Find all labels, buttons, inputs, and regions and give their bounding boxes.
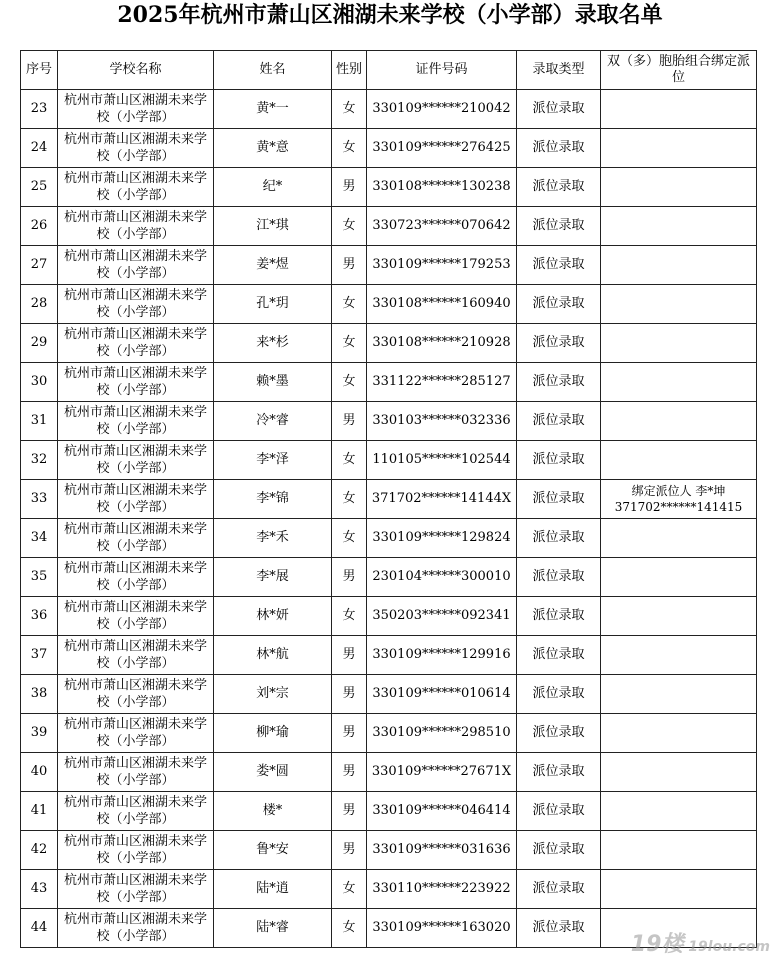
cell-admission-type: 派位录取 bbox=[517, 597, 601, 636]
cell-name: 鲁*安 bbox=[214, 831, 332, 870]
cell-gender: 男 bbox=[332, 168, 367, 207]
cell-gender: 男 bbox=[332, 675, 367, 714]
cell-school: 杭州市萧山区湘湖未来学校（小学部） bbox=[58, 597, 214, 636]
cell-school: 杭州市萧山区湘湖未来学校（小学部） bbox=[58, 753, 214, 792]
cell-school: 杭州市萧山区湘湖未来学校（小学部） bbox=[58, 831, 214, 870]
cell-gender: 男 bbox=[332, 558, 367, 597]
cell-twin-binding bbox=[601, 519, 757, 558]
cell-twin-binding bbox=[601, 363, 757, 402]
cell-gender: 男 bbox=[332, 402, 367, 441]
cell-school: 杭州市萧山区湘湖未来学校（小学部） bbox=[58, 402, 214, 441]
cell-admission-type: 派位录取 bbox=[517, 363, 601, 402]
cell-no: 26 bbox=[21, 207, 58, 246]
cell-id-number: 330108******130238 bbox=[367, 168, 517, 207]
cell-school: 杭州市萧山区湘湖未来学校（小学部） bbox=[58, 207, 214, 246]
cell-name: 姜*煜 bbox=[214, 246, 332, 285]
cell-name: 黄*意 bbox=[214, 129, 332, 168]
cell-gender: 女 bbox=[332, 597, 367, 636]
cell-id-number: 330109******27671X bbox=[367, 753, 517, 792]
cell-twin-binding bbox=[601, 402, 757, 441]
cell-admission-type: 派位录取 bbox=[517, 675, 601, 714]
cell-admission-type: 派位录取 bbox=[517, 558, 601, 597]
cell-name: 李*禾 bbox=[214, 519, 332, 558]
table-row bbox=[21, 870, 757, 909]
cell-school: 杭州市萧山区湘湖未来学校（小学部） bbox=[58, 636, 214, 675]
header-gender: 性别 bbox=[332, 51, 367, 90]
table-row bbox=[21, 675, 757, 714]
cell-school: 杭州市萧山区湘湖未来学校（小学部） bbox=[58, 441, 214, 480]
cell-name: 孔*玥 bbox=[214, 285, 332, 324]
header-twin-binding: 双（多）胞胎组合绑定派位 bbox=[601, 51, 757, 90]
cell-admission-type: 派位录取 bbox=[517, 519, 601, 558]
cell-id-number: 330109******031636 bbox=[367, 831, 517, 870]
cell-admission-type: 派位录取 bbox=[517, 129, 601, 168]
cell-id-number: 230104******300010 bbox=[367, 558, 517, 597]
watermark-main: 19楼 bbox=[630, 932, 684, 957]
cell-twin-binding bbox=[601, 168, 757, 207]
cell-no: 40 bbox=[21, 753, 58, 792]
cell-twin-binding bbox=[601, 792, 757, 831]
cell-gender: 男 bbox=[332, 753, 367, 792]
cell-name: 娄*圆 bbox=[214, 753, 332, 792]
cell-name: 李*展 bbox=[214, 558, 332, 597]
cell-gender: 女 bbox=[332, 129, 367, 168]
cell-twin-binding bbox=[601, 207, 757, 246]
cell-no: 41 bbox=[21, 792, 58, 831]
cell-twin-binding bbox=[601, 753, 757, 792]
cell-school: 杭州市萧山区湘湖未来学校（小学部） bbox=[58, 909, 214, 948]
cell-twin-binding bbox=[601, 441, 757, 480]
cell-name: 陆*睿 bbox=[214, 909, 332, 948]
cell-school: 杭州市萧山区湘湖未来学校（小学部） bbox=[58, 324, 214, 363]
cell-twin-binding bbox=[601, 246, 757, 285]
cell-school: 杭州市萧山区湘湖未来学校（小学部） bbox=[58, 558, 214, 597]
cell-id-number: 330108******210928 bbox=[367, 324, 517, 363]
cell-admission-type: 派位录取 bbox=[517, 246, 601, 285]
header-name: 姓名 bbox=[214, 51, 332, 90]
cell-admission-type: 派位录取 bbox=[517, 636, 601, 675]
table-row bbox=[21, 285, 757, 324]
cell-twin-binding: 绑定派位人 李*坤 371702******141415 bbox=[601, 480, 757, 519]
cell-no: 24 bbox=[21, 129, 58, 168]
cell-no: 43 bbox=[21, 870, 58, 909]
cell-gender: 男 bbox=[332, 714, 367, 753]
cell-name: 黄*一 bbox=[214, 90, 332, 129]
table-row bbox=[21, 558, 757, 597]
cell-gender: 女 bbox=[332, 909, 367, 948]
cell-twin-binding bbox=[601, 285, 757, 324]
cell-gender: 男 bbox=[332, 831, 367, 870]
cell-admission-type: 派位录取 bbox=[517, 285, 601, 324]
cell-school: 杭州市萧山区湘湖未来学校（小学部） bbox=[58, 363, 214, 402]
table-row bbox=[21, 441, 757, 480]
cell-school: 杭州市萧山区湘湖未来学校（小学部） bbox=[58, 792, 214, 831]
cell-id-number: 330110******223922 bbox=[367, 870, 517, 909]
cell-no: 33 bbox=[21, 480, 58, 519]
cell-name: 纪* bbox=[214, 168, 332, 207]
table-row bbox=[21, 90, 757, 129]
cell-admission-type: 派位录取 bbox=[517, 909, 601, 948]
cell-gender: 女 bbox=[332, 441, 367, 480]
cell-school: 杭州市萧山区湘湖未来学校（小学部） bbox=[58, 285, 214, 324]
cell-school: 杭州市萧山区湘湖未来学校（小学部） bbox=[58, 246, 214, 285]
cell-admission-type: 派位录取 bbox=[517, 831, 601, 870]
cell-id-number: 330109******046414 bbox=[367, 792, 517, 831]
cell-gender: 女 bbox=[332, 519, 367, 558]
header-no: 序号 bbox=[21, 51, 58, 90]
cell-name: 冷*睿 bbox=[214, 402, 332, 441]
page-title: 2025年杭州市萧山区湘湖未来学校（小学部）录取名单 bbox=[117, 2, 663, 28]
cell-twin-binding bbox=[601, 714, 757, 753]
cell-school: 杭州市萧山区湘湖未来学校（小学部） bbox=[58, 129, 214, 168]
table-row bbox=[21, 246, 757, 285]
cell-twin-binding bbox=[601, 90, 757, 129]
table-row bbox=[21, 480, 757, 519]
table-row bbox=[21, 363, 757, 402]
table-row bbox=[21, 597, 757, 636]
table-row bbox=[21, 753, 757, 792]
cell-gender: 女 bbox=[332, 90, 367, 129]
table-row bbox=[21, 129, 757, 168]
cell-twin-binding bbox=[601, 831, 757, 870]
cell-id-number: 330108******160940 bbox=[367, 285, 517, 324]
cell-id-number: 371702******14144X bbox=[367, 480, 517, 519]
cell-no: 36 bbox=[21, 597, 58, 636]
cell-no: 39 bbox=[21, 714, 58, 753]
cell-no: 31 bbox=[21, 402, 58, 441]
cell-no: 29 bbox=[21, 324, 58, 363]
cell-gender: 男 bbox=[332, 636, 367, 675]
cell-twin-binding bbox=[601, 558, 757, 597]
cell-id-number: 330109******129824 bbox=[367, 519, 517, 558]
cell-no: 32 bbox=[21, 441, 58, 480]
cell-name: 林*妍 bbox=[214, 597, 332, 636]
table-row bbox=[21, 168, 757, 207]
cell-school: 杭州市萧山区湘湖未来学校（小学部） bbox=[58, 675, 214, 714]
cell-name: 刘*宗 bbox=[214, 675, 332, 714]
cell-no: 28 bbox=[21, 285, 58, 324]
cell-admission-type: 派位录取 bbox=[517, 792, 601, 831]
header-school: 学校名称 bbox=[58, 51, 214, 90]
cell-gender: 女 bbox=[332, 207, 367, 246]
cell-no: 37 bbox=[21, 636, 58, 675]
cell-id-number: 350203******092341 bbox=[367, 597, 517, 636]
cell-id-number: 330109******179253 bbox=[367, 246, 517, 285]
cell-no: 25 bbox=[21, 168, 58, 207]
cell-twin-binding bbox=[601, 324, 757, 363]
watermark-logo bbox=[631, 927, 770, 958]
cell-admission-type: 派位录取 bbox=[517, 168, 601, 207]
cell-no: 23 bbox=[21, 90, 58, 129]
cell-no: 42 bbox=[21, 831, 58, 870]
cell-admission-type: 派位录取 bbox=[517, 714, 601, 753]
cell-gender: 男 bbox=[332, 792, 367, 831]
cell-id-number: 330109******298510 bbox=[367, 714, 517, 753]
cell-gender: 女 bbox=[332, 870, 367, 909]
cell-id-number: 330109******129916 bbox=[367, 636, 517, 675]
cell-school: 杭州市萧山区湘湖未来学校（小学部） bbox=[58, 480, 214, 519]
table-row bbox=[21, 831, 757, 870]
cell-id-number: 330109******276425 bbox=[367, 129, 517, 168]
cell-id-number: 331122******285127 bbox=[367, 363, 517, 402]
cell-no: 38 bbox=[21, 675, 58, 714]
table-row bbox=[21, 714, 757, 753]
watermark-sub: 19lou.com bbox=[688, 939, 770, 955]
cell-id-number: 330723******070642 bbox=[367, 207, 517, 246]
cell-gender: 女 bbox=[332, 363, 367, 402]
table-row bbox=[21, 207, 757, 246]
cell-name: 李*锦 bbox=[214, 480, 332, 519]
cell-id-number: 110105******102544 bbox=[367, 441, 517, 480]
cell-admission-type: 派位录取 bbox=[517, 402, 601, 441]
table-row bbox=[21, 792, 757, 831]
cell-admission-type: 派位录取 bbox=[517, 90, 601, 129]
cell-gender: 男 bbox=[332, 246, 367, 285]
cell-no: 35 bbox=[21, 558, 58, 597]
cell-id-number: 330109******210042 bbox=[367, 90, 517, 129]
cell-twin-binding bbox=[601, 636, 757, 675]
cell-twin-binding bbox=[601, 675, 757, 714]
table-row bbox=[21, 636, 757, 675]
cell-gender: 女 bbox=[332, 285, 367, 324]
cell-school: 杭州市萧山区湘湖未来学校（小学部） bbox=[58, 90, 214, 129]
cell-id-number: 330109******163020 bbox=[367, 909, 517, 948]
table-row bbox=[21, 324, 757, 363]
cell-name: 柳*瑜 bbox=[214, 714, 332, 753]
cell-name: 楼* bbox=[214, 792, 332, 831]
cell-no: 30 bbox=[21, 363, 58, 402]
cell-name: 来*杉 bbox=[214, 324, 332, 363]
table-row bbox=[21, 519, 757, 558]
cell-twin-binding bbox=[601, 597, 757, 636]
cell-gender: 女 bbox=[332, 480, 367, 519]
cell-admission-type: 派位录取 bbox=[517, 480, 601, 519]
cell-admission-type: 派位录取 bbox=[517, 207, 601, 246]
cell-no: 44 bbox=[21, 909, 58, 948]
cell-school: 杭州市萧山区湘湖未来学校（小学部） bbox=[58, 870, 214, 909]
cell-admission-type: 派位录取 bbox=[517, 441, 601, 480]
cell-twin-binding bbox=[601, 870, 757, 909]
admission-table bbox=[20, 50, 757, 948]
cell-no: 34 bbox=[21, 519, 58, 558]
cell-id-number: 330103******032336 bbox=[367, 402, 517, 441]
cell-school: 杭州市萧山区湘湖未来学校（小学部） bbox=[58, 714, 214, 753]
cell-no: 27 bbox=[21, 246, 58, 285]
cell-name: 赖*墨 bbox=[214, 363, 332, 402]
cell-twin-binding bbox=[601, 129, 757, 168]
table-row bbox=[21, 402, 757, 441]
cell-admission-type: 派位录取 bbox=[517, 870, 601, 909]
cell-school: 杭州市萧山区湘湖未来学校（小学部） bbox=[58, 168, 214, 207]
cell-name: 江*琪 bbox=[214, 207, 332, 246]
header-id: 证件号码 bbox=[367, 51, 517, 90]
cell-name: 林*航 bbox=[214, 636, 332, 675]
cell-name: 陆*逍 bbox=[214, 870, 332, 909]
cell-gender: 女 bbox=[332, 324, 367, 363]
cell-admission-type: 派位录取 bbox=[517, 324, 601, 363]
header-row bbox=[21, 51, 757, 90]
header-type: 录取类型 bbox=[517, 51, 601, 90]
cell-id-number: 330109******010614 bbox=[367, 675, 517, 714]
cell-admission-type: 派位录取 bbox=[517, 753, 601, 792]
cell-name: 李*泽 bbox=[214, 441, 332, 480]
cell-school: 杭州市萧山区湘湖未来学校（小学部） bbox=[58, 519, 214, 558]
